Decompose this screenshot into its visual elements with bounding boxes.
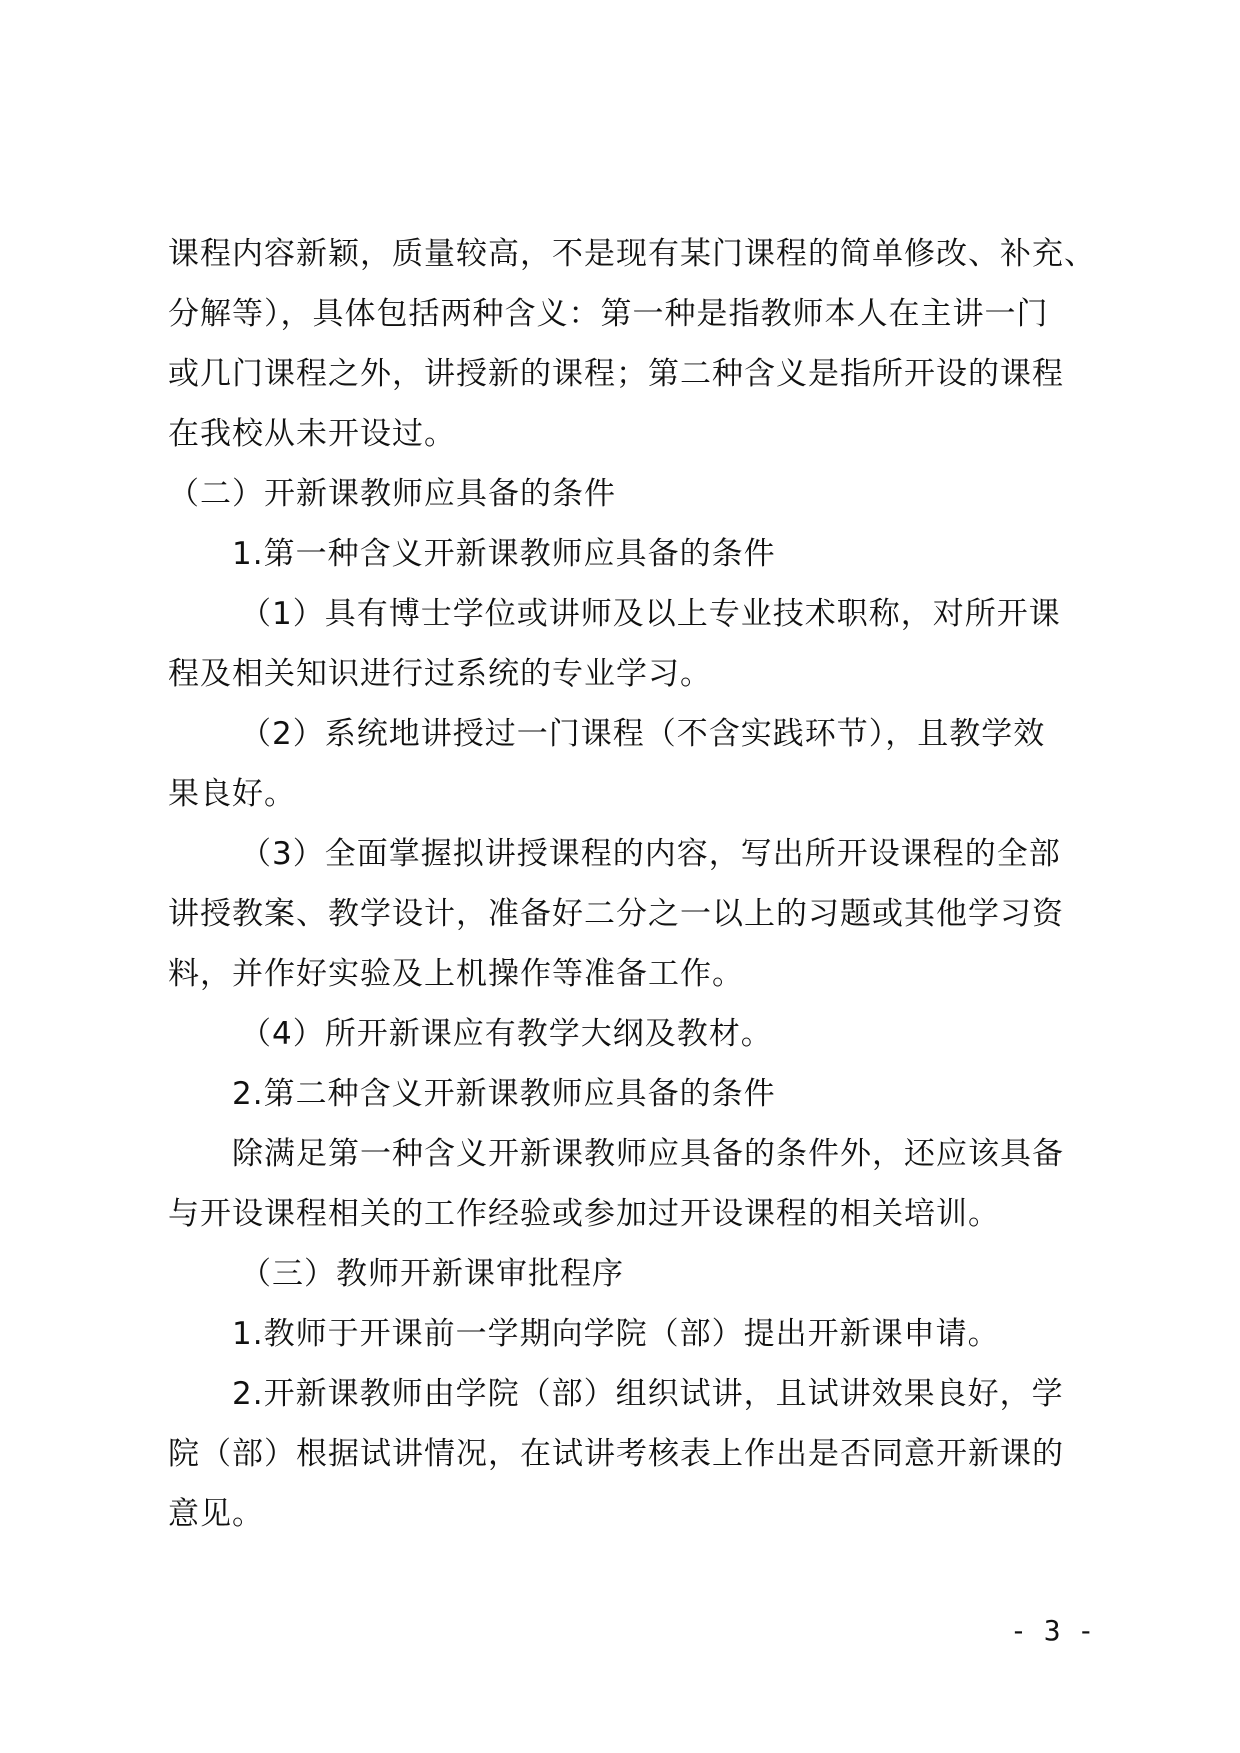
body-text-line: 课程内容新颖，质量较高，不是现有某门课程的简单修改、补充、 <box>168 236 1096 272</box>
body-text-line: 讲授教案、教学设计，准备好二分之一以上的习题或其他学习资 <box>168 896 1064 932</box>
subsection-heading: 2.开新课教师由学院（部）组织试讲，且试讲效果良好，学 <box>232 1376 1064 1412</box>
list-item-text: （4）所开新课应有教学大纲及教材。 <box>240 1016 773 1052</box>
body-text-line: 意见。 <box>168 1496 264 1532</box>
subsection-heading: 1.第一种含义开新课教师应具备的条件 <box>232 536 776 572</box>
section-heading: （三）教师开新课审批程序 <box>240 1256 624 1292</box>
subsection-heading: 1.教师于开课前一学期向学院（部）提出开新课申请。 <box>232 1316 1000 1352</box>
subsection-heading: 2.第二种含义开新课教师应具备的条件 <box>232 1076 776 1112</box>
body-text-line: 料，并作好实验及上机操作等准备工作。 <box>168 956 744 992</box>
body-text-line: 与开设课程相关的工作经验或参加过开设课程的相关培训。 <box>168 1196 1000 1232</box>
body-text-line: 除满足第一种含义开新课教师应具备的条件外，还应该具备 <box>232 1136 1064 1172</box>
page-number: - 3 - <box>1010 1614 1095 1647</box>
list-item-text: （1）具有博士学位或讲师及以上专业技术职称，对所开课 <box>240 596 1061 632</box>
section-heading: （二）开新课教师应具备的条件 <box>168 476 616 512</box>
body-text-line: 或几门课程之外，讲授新的课程；第二种含义是指所开设的课程 <box>168 356 1064 392</box>
body-text-line: 程及相关知识进行过系统的专业学习。 <box>168 656 712 692</box>
body-text-line: 院（部）根据试讲情况，在试讲考核表上作出是否同意开新课的 <box>168 1436 1064 1472</box>
body-text-line: 分解等），具体包括两种含义：第一种是指教师本人在主讲一门 <box>168 296 1049 332</box>
list-item-text: （3）全面掌握拟讲授课程的内容，写出所开设课程的全部 <box>240 836 1061 872</box>
body-text-line: 在我校从未开设过。 <box>168 416 456 452</box>
body-text-line: 果良好。 <box>168 776 296 812</box>
list-item-text: （2）系统地讲授过一门课程（不含实践环节），且教学效 <box>240 716 1046 752</box>
